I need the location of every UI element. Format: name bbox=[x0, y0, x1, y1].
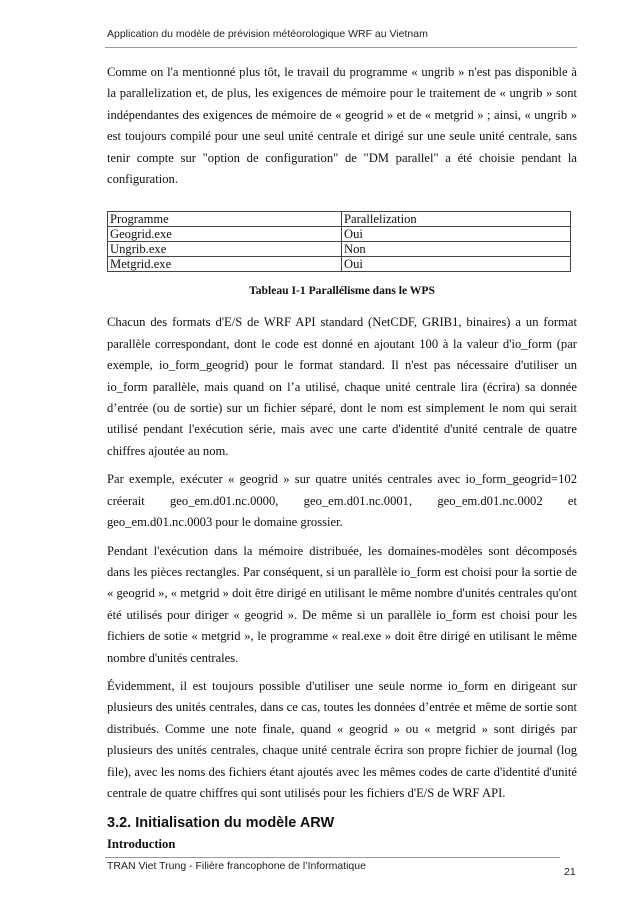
paragraph-example: Par exemple, exécuter « geogrid » sur quatre unités centrales avec io_form_geogrid=102 créerait geo_em.d01.nc.0000, geo_em.d01.nc.0001, geo_em.d01.nc.0002 et geo_em.d01.nc.0003 pour le domaine grossier. bbox=[107, 472, 577, 530]
paragraph-distributed-memory: Pendant l'exécution dans la mémoire distribuée, les domaines-modèles sont décomposés dans les pièces rectangles. Par conséquent, si un parallèle io_form est choisi pour la sortie de « geogrid », « metgrid » doit être dirigé en utilisant le même nombre d'unités centrales qu'ont été utilisés pour diriger « geogrid ». De même si un parallèle io_form est choisi pour les fichiers de sotie « metgrid », le programme « real.exe » doit être dirigé en utilisant le même nombre d'unités centrales. bbox=[107, 543, 577, 665]
table-header-cell: Programme bbox=[108, 212, 342, 227]
section-heading: 3.2. Initialisation du modèle ARW bbox=[107, 815, 335, 832]
table-cell: Non bbox=[342, 242, 571, 257]
parallelism-table bbox=[107, 211, 571, 272]
subsection-heading: Introduction bbox=[107, 837, 176, 852]
table-header-cell: Parallelization bbox=[342, 212, 571, 227]
table-cell: Oui bbox=[342, 227, 571, 242]
table-cell: Oui bbox=[342, 257, 571, 272]
running-header: Application du modèle de prévision météorologique WRF au Vietnam bbox=[107, 28, 428, 40]
table-cell: Metgrid.exe bbox=[108, 257, 342, 272]
table-row bbox=[108, 242, 571, 257]
table-cell: Ungrib.exe bbox=[108, 242, 342, 257]
header-rule bbox=[105, 47, 577, 48]
footer-rule bbox=[105, 857, 560, 858]
table-header-row bbox=[108, 212, 571, 227]
table-row bbox=[108, 227, 571, 242]
page-number: 21 bbox=[564, 866, 576, 878]
running-footer: TRAN Viet Trung - Filière francophone de l’Informatique bbox=[107, 860, 366, 872]
paragraph-ungrib-parallel: Comme on l'a mentionné plus tôt, le travail du programme « ungrib » n'est pas disponible à la parallelization et, de plus, les exigences de mémoire pour le traitement de « ungrib » sont indépendantes des exigences de mémoire de « geogrid » et de « metgrid » ; ainsi, « ungrib » est toujours compilé pour une seul unité centrale et dirigé sur une seule unité centrale, sans tenir compte sur "option de configuration" de "DM parallel" a été choisie pendant la configuration. bbox=[107, 65, 577, 187]
paragraph-final-note: Évidemment, il est toujours possible d'utiliser une seule norme io_form en dirigeant sur plusieurs des unités centrales, dans ce cas, toutes les données d’entrée et même de sortie sont distribués. Comme une note finale, quand « geogrid » ou « metgrid » sont dirigés par plusieurs des unités centrales, chaque unité centrale écrira son propre fichier de journal (log file), avec les noms des fichiers étant ajoutés avec les mêmes codes de carte d'identité d'unité centrale de quatre chiffres qui sont utilisés pour les fichiers d'E/S de WRF API. bbox=[107, 678, 577, 800]
paragraph-io-formats: Chacun des formats d'E/S de WRF API standard (NetCDF, GRIB1, binaires) a un format parallèle correspondant, dont le code est donné en ajoutant 100 à la valeur d'io_form (par exemple, io_form_geogrid) pour le format standard. Il n'est pas nécessaire d'utiliser un io_form parallèle, mais quand on l’a utilisé, chaque unité centrale lira (écrira) sa donnée d’entrée (ou de sortie) sur un fichier séparé, dont le nom est simplement le nom qui serait utilisé pendant l'exécution série, mais avec une carte d'identité d'unité centrale de quatre chiffres ajoutée au nom. bbox=[107, 315, 577, 458]
table-caption: Tableau I-1 Parallélisme dans le WPS bbox=[249, 284, 435, 298]
table-cell: Geogrid.exe bbox=[108, 227, 342, 242]
page-content bbox=[107, 62, 577, 852]
table-row bbox=[108, 257, 571, 272]
